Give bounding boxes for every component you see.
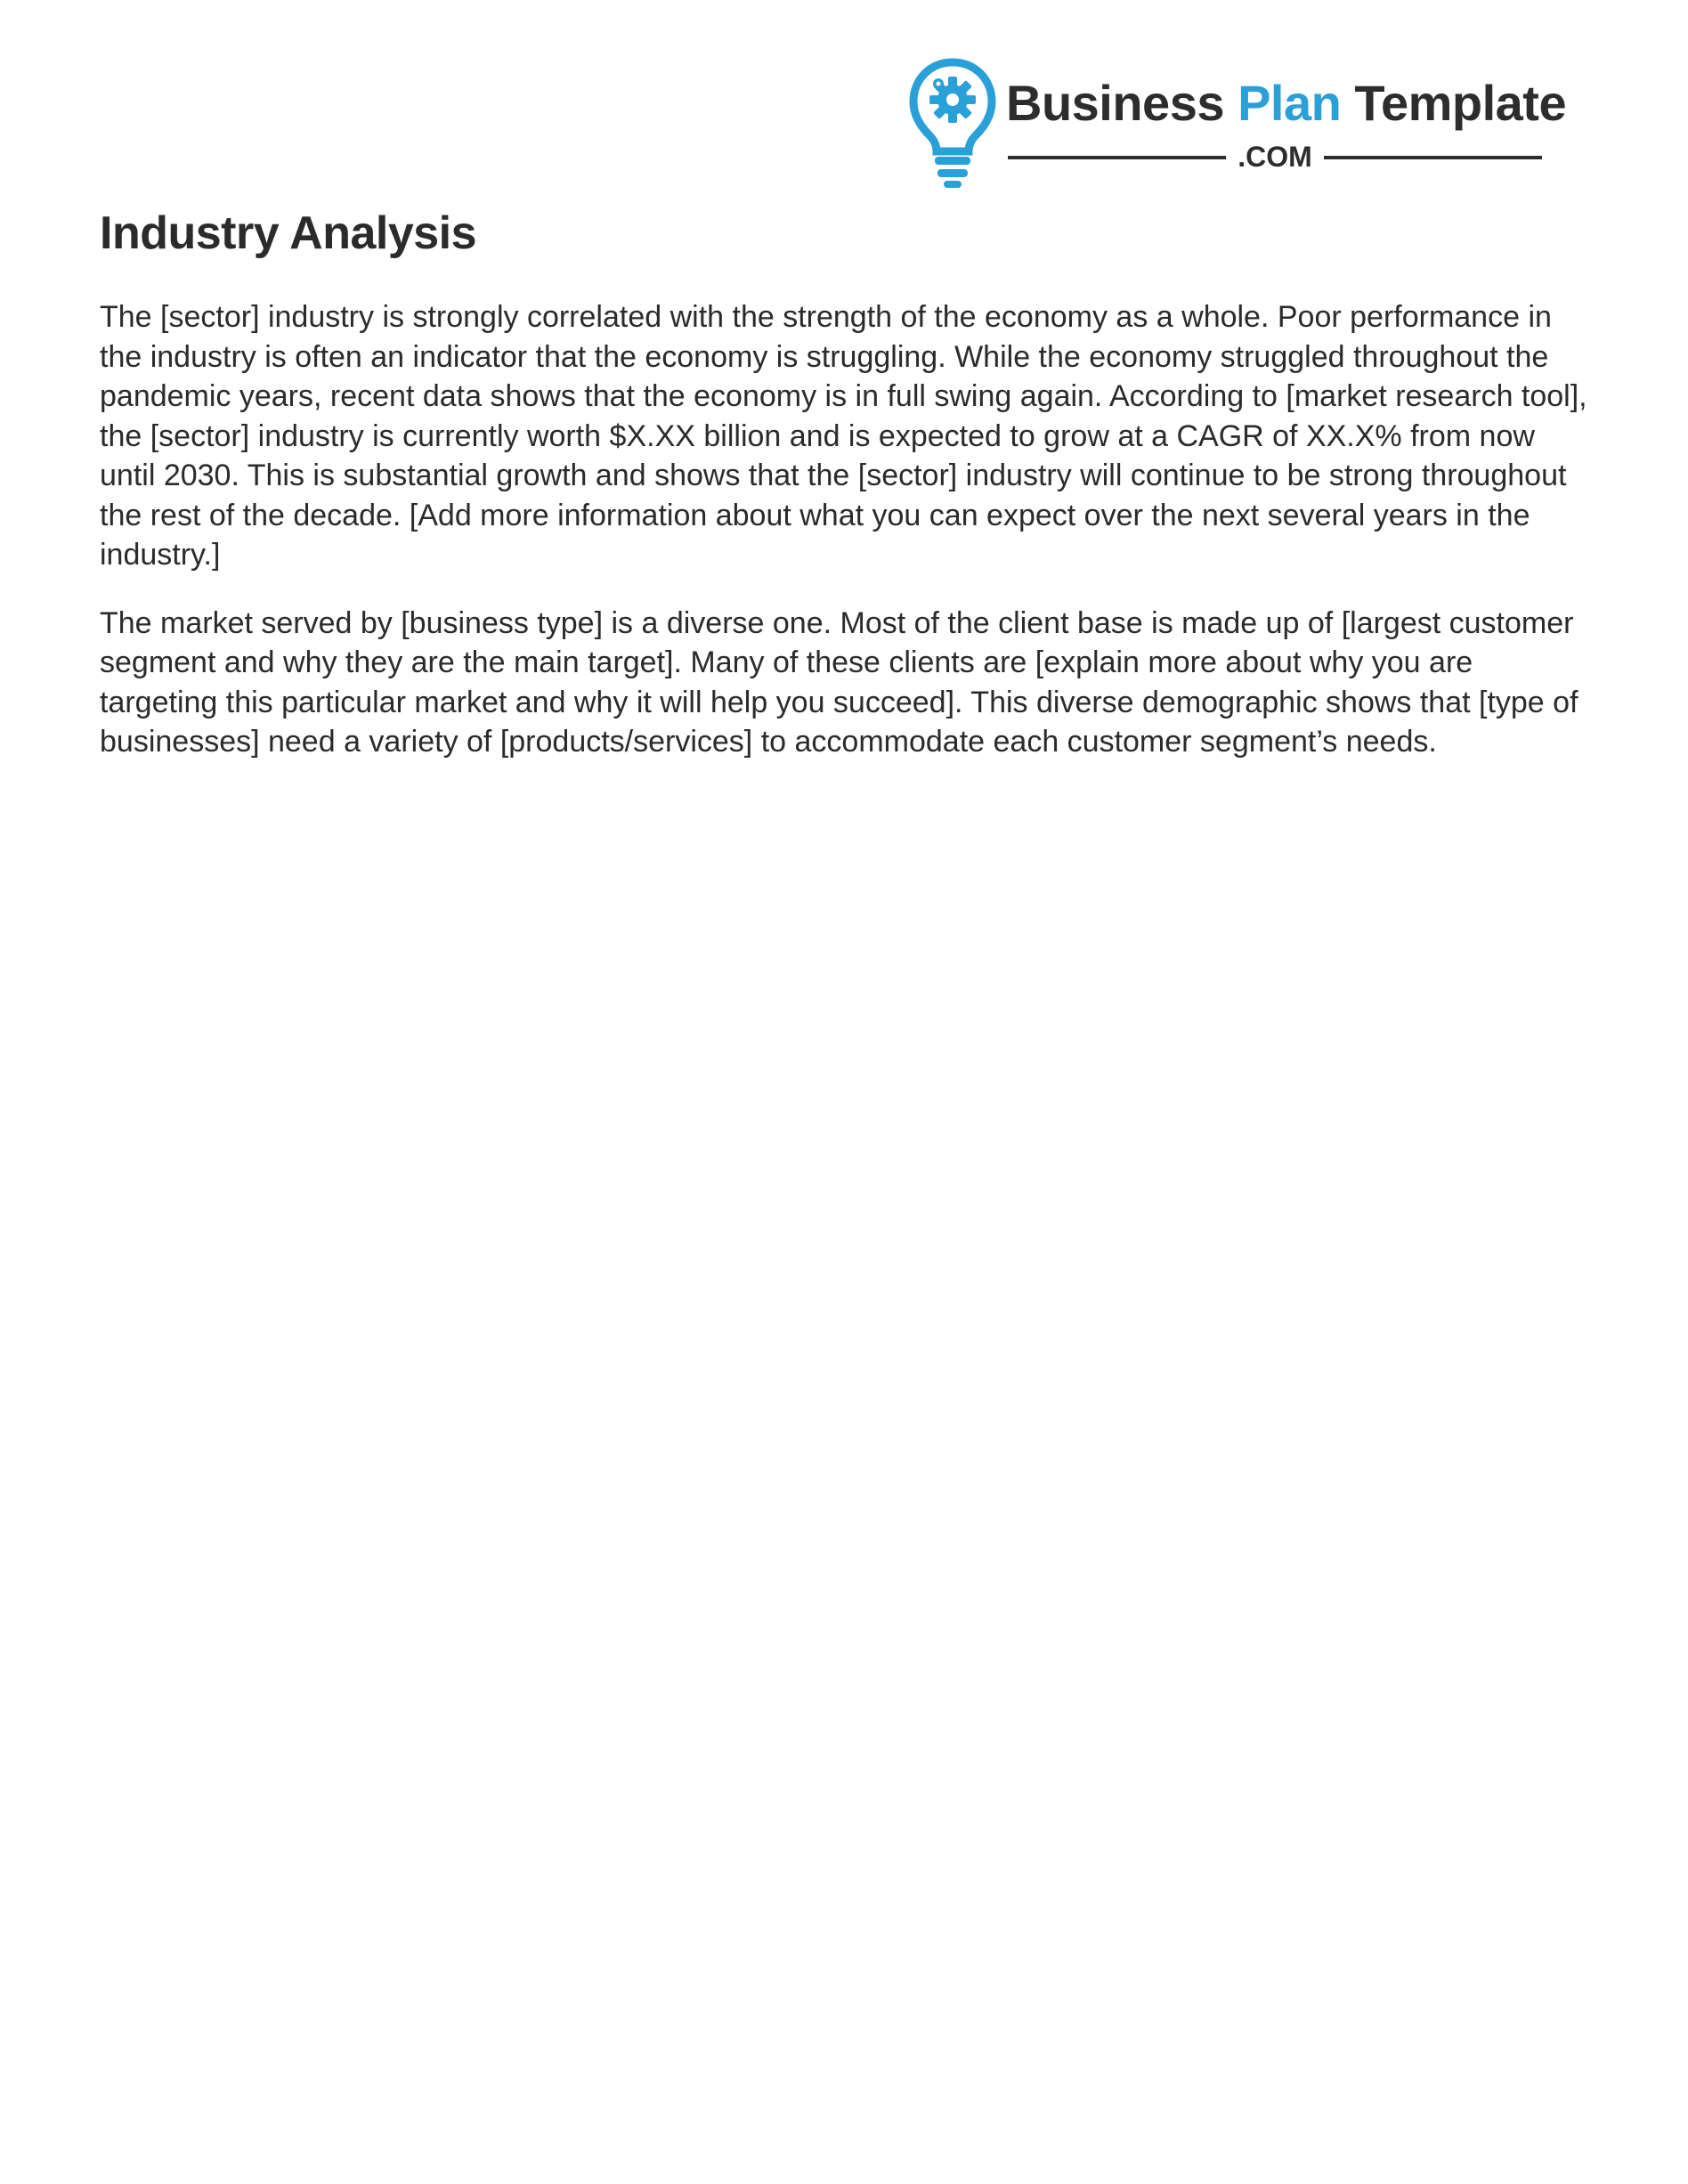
logo-divider-left (1008, 156, 1226, 159)
document-body (100, 297, 1588, 791)
logo-word-template: Template (1354, 75, 1567, 131)
page-title: Industry Analysis (100, 207, 477, 259)
logo-word-business: Business (1006, 75, 1224, 131)
logo-domain-row (1008, 139, 1542, 175)
logo-domain: .COM (1238, 141, 1312, 173)
logo-wordmark (1006, 75, 1566, 132)
paragraph-industry-overview: The [sector] industry is strongly correlated with the strength of the economy as a whole. Poor performance in the industry is often an indicator that the economy is struggling. While the economy struggled throughout the pandemic years, recent data shows that the economy is in full swing again. According to [market research tool], the [sector] industry is currently worth $X.XX billion and is expected to grow at a CAGR of XX.X% from now until 2030. This is substantial growth and shows that the [sector] industry will continue to be strong throughout the rest of the decade. [Add more information about what you can expect over the next several years in the industry.] (100, 300, 1587, 572)
lightbulb-gear-icon (908, 57, 997, 191)
paragraph-market-served: The market served by [business type] is a diverse one. Most of the client base is made up of [largest customer segment and why they are the main target]. Many of these clients are [explain more about why you are targeting this particular market and why it will help you succeed]. This diverse demographic shows that [type of businesses] need a variety of [products/services] to accommodate each customer segment’s needs. (100, 605, 1578, 759)
brand-logo (908, 57, 1567, 199)
logo-divider-right (1324, 156, 1542, 159)
logo-word-plan: Plan (1238, 75, 1342, 131)
